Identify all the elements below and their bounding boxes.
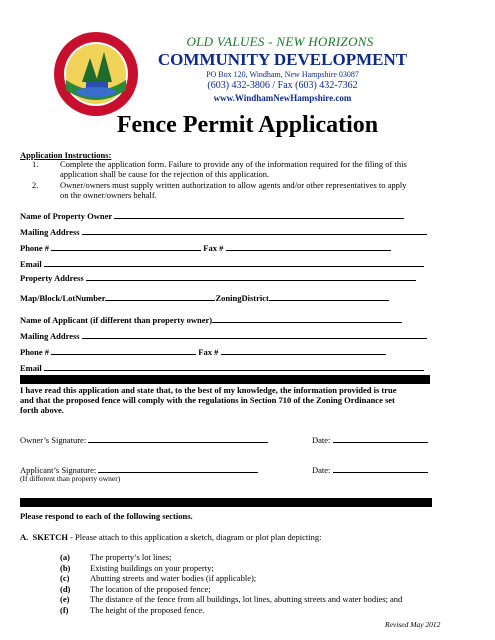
page-title: Fence Permit Application — [116, 112, 379, 138]
revision-date: Revised May 2012 — [385, 620, 441, 629]
instructions-heading: Application Instructions: — [20, 150, 112, 160]
owner-mailing-field[interactable]: Mailing Address — [20, 226, 430, 237]
section-divider — [20, 498, 432, 507]
owner-date-field[interactable]: Date: — [312, 434, 428, 445]
instruction-text: Complete the application form. Failure to provide any of the information required for the filing of this — [60, 159, 407, 169]
owner-phone-fax-field[interactable]: Phone # Fax # — [20, 242, 430, 253]
sections-intro: Please respond to each of the following sections. — [20, 511, 193, 521]
section-divider — [20, 375, 430, 384]
applicant-mailing-field[interactable]: Mailing Address — [20, 330, 430, 341]
instruction-number: 2. — [32, 180, 39, 190]
applicant-email-field[interactable]: Email — [20, 362, 430, 373]
applicant-date-field[interactable]: Date: — [312, 464, 428, 475]
motto: OLD VALUES - NEW HORIZONS — [186, 34, 374, 49]
owner-email-field[interactable]: Email — [20, 258, 430, 269]
applicant-signature-field[interactable]: Applicant’s Signature: — [20, 464, 258, 475]
property-address-field[interactable]: Property Address — [20, 272, 430, 283]
applicant-signature-note: (If different than property owner) — [20, 474, 121, 483]
website-link[interactable]: www.WindhamNewHampshire.com — [213, 93, 352, 103]
address: PO Box 120, Windham, New Hampshire 03087 — [206, 70, 359, 79]
instruction-item — [20, 180, 460, 200]
section-a-heading: A. SKETCH - Please attach to this application a sketch, diagram or plot plan depicting: — [20, 532, 322, 542]
instruction-text: on the owner/owners behalf. — [60, 190, 157, 200]
applicant-name-field[interactable]: Name of Applicant (if different than property owner) — [20, 314, 430, 325]
organization-name: COMMUNITY DEVELOPMENT — [157, 50, 408, 69]
instruction-number: 1. — [32, 159, 39, 169]
applicant-phone-fax-field[interactable]: Phone # Fax # — [20, 346, 430, 357]
town-seal-logo — [52, 30, 140, 118]
instruction-text: application shall be cause for the rejection of this application. — [60, 169, 270, 179]
owner-signature-field[interactable]: Owner’s Signature: — [20, 434, 268, 445]
instruction-item — [20, 159, 460, 179]
owner-name-field[interactable]: Name of Property Owner — [20, 210, 430, 221]
phone-fax: (603) 432-3806 / Fax (603) 432-7362 — [207, 80, 358, 91]
map-block-lot-field[interactable]: Map/Block/LotNumber ZoningDistrict — [20, 292, 430, 303]
sketch-requirements-list: (a) The property’s lot lines; (b) Existing buildings on your property; (c) Abutting streets and water bodies (if applicable); (d) The location of the proposed fence; (e) The distance of the fence from all buildings, lot lines, abutting streets and water bodies; and (f) The height of the proposed fence. — [60, 552, 403, 615]
certification-statement: I have read this application and state that, to the best of my knowledge, the information provided is true and that the proposed fence will comply with the regulations in Section 710 of the Zoning Ordinance set forth above. — [20, 385, 397, 415]
instruction-text: Owner/owners must supply written authorization to allow agents and/or other representatives to apply — [60, 180, 407, 190]
